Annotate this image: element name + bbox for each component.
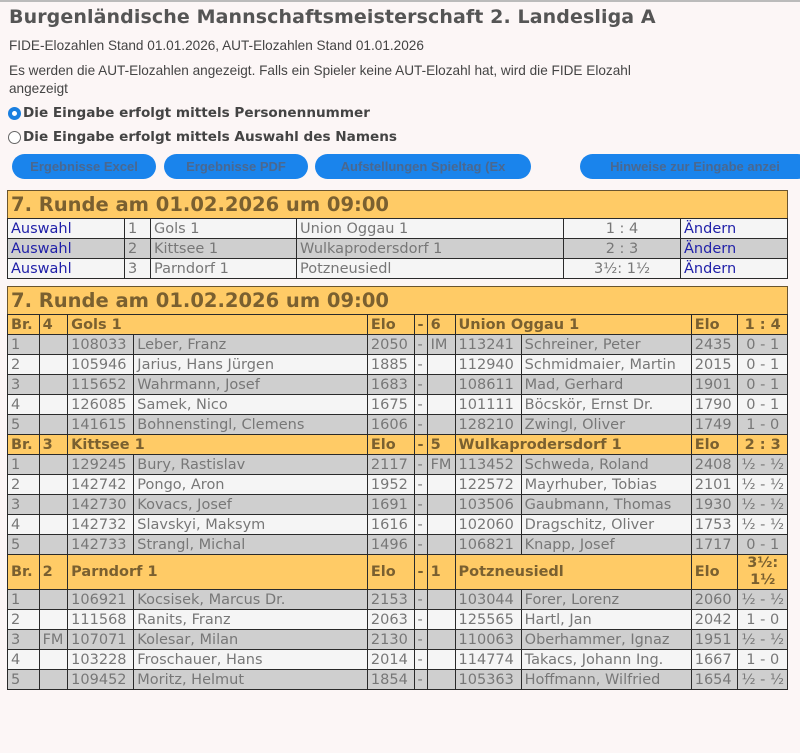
home-title [39,415,68,435]
board-number: 3 [8,495,40,515]
away-player-name: Schreiner, Peter [521,335,691,355]
board-row [8,375,788,395]
away-player-elo: 2101 [691,475,738,495]
radio-personennummer[interactable] [8,105,370,121]
away-player-name: Oberhammer, Ignaz [521,630,691,650]
separator: - [414,555,427,590]
home-title [39,335,68,355]
away-team: Potzneusiedl [297,259,564,279]
home-title [39,515,68,535]
match-header-row [8,315,788,335]
board-row [8,650,788,670]
separator: - [414,355,427,375]
match-score: 2 : 3 [564,239,681,259]
home-player-elo: 1952 [367,475,414,495]
home-player-name: Ranits, Franz [134,610,368,630]
away-player-elo: 2408 [691,455,738,475]
away-player-name: Schweda, Roland [521,455,691,475]
radio-name-selection[interactable] [8,129,397,145]
input-hints-button[interactable]: Hinweise zur Eingabe anzei [580,154,800,179]
home-player-name: Moritz, Helmut [134,670,368,690]
away-player-elo: 1790 [691,395,738,415]
away-player-elo: 2015 [691,355,738,375]
away-title [427,415,455,435]
home-player-id: 142732 [68,515,134,535]
home-player-elo: 1616 [367,515,414,535]
away-player-elo: 1753 [691,515,738,535]
board-number: 4 [8,395,40,415]
home-player-name: Wahrmann, Josef [134,375,368,395]
home-title [39,375,68,395]
radio-checked-icon[interactable] [8,107,21,120]
elo-note-cont: angezeigt [9,81,68,96]
home-player-elo: 1691 [367,495,414,515]
away-title [427,375,455,395]
match-score: 2 : 3 [738,435,788,455]
separator: - [414,435,427,455]
board-result: ½ - ½ [738,515,788,535]
away-elo-header: Elo [691,435,738,455]
board-number: 4 [8,650,40,670]
away-player-name: Knapp, Josef [521,535,691,555]
board-result: ½ - ½ [738,475,788,495]
home-match-no: 3 [39,435,68,455]
separator: - [414,610,427,630]
separator: - [414,315,427,335]
board-col-header: Br. [8,315,40,335]
away-player-elo: 2435 [691,335,738,355]
home-player-name: Kolesar, Milan [134,630,368,650]
home-player-name: Bohnenstingl, Clemens [134,415,368,435]
board-result: 0 - 1 [738,375,788,395]
home-player-elo: 1683 [367,375,414,395]
board-number: 1 [8,590,40,610]
away-title [427,670,455,690]
radio-unchecked-icon[interactable] [8,131,21,144]
home-player-name: Bury, Rastislav [134,455,368,475]
home-player-id: 129245 [68,455,134,475]
board-number: 3 [8,630,40,650]
home-team: Gols 1 [151,219,297,239]
home-player-name: Kocsisek, Marcus Dr. [134,590,368,610]
away-player-elo: 1667 [691,650,738,670]
radio-label: Die Eingabe erfolgt mittels Auswahl des Namens [23,129,397,145]
away-title [427,475,455,495]
separator: - [414,590,427,610]
home-player-name: Strangl, Michal [134,535,368,555]
board-col-header: Br. [8,555,40,590]
away-player-name: Mayrhuber, Tobias [521,475,691,495]
match-header-row [8,555,788,590]
away-title [427,495,455,515]
away-title [427,535,455,555]
board-number: 1 [8,335,40,355]
board-result: ½ - ½ [738,590,788,610]
match-no: 1 [125,219,151,239]
away-title: FM [427,455,455,475]
round-detail-table [7,286,788,690]
home-title [39,495,68,515]
home-player-name: Froschauer, Hans [134,650,368,670]
home-team: Kittsee 1 [151,239,297,259]
home-player-id: 105946 [68,355,134,375]
home-title [39,590,68,610]
edit-match-link[interactable]: Ändern [684,220,737,237]
board-row [8,590,788,610]
away-player-id: 103044 [455,590,521,610]
board-row [8,415,788,435]
home-player-id: 103228 [68,650,134,670]
board-row [8,395,788,415]
match-score: 3½: 1½ [738,555,788,590]
home-player-elo: 1496 [367,535,414,555]
away-player-id: 105363 [455,670,521,690]
board-result: 0 - 1 [738,535,788,555]
edit-match-link[interactable]: Ändern [684,240,737,257]
lineups-matchday-button[interactable]: Aufstellungen Spieltag (Ex [315,154,531,179]
home-elo-header: Elo [367,435,414,455]
separator: - [414,475,427,495]
board-number: 1 [8,455,40,475]
away-team-name: Wulkaprodersdorf 1 [455,435,691,455]
home-player-id: 126085 [68,395,134,415]
away-title [427,355,455,375]
home-player-id: 141615 [68,415,134,435]
home-title [39,610,68,630]
away-player-id: 108611 [455,375,521,395]
board-result: ½ - ½ [738,630,788,650]
board-result: 1 - 0 [738,610,788,630]
away-title [427,515,455,535]
away-player-name: Schmidmaier, Martin [521,355,691,375]
home-player-id: 111568 [68,610,134,630]
away-player-id: 113241 [455,335,521,355]
separator: - [414,535,427,555]
match-score: 1 : 4 [738,315,788,335]
away-player-id: 110063 [455,630,521,650]
home-title [39,670,68,690]
away-player-elo: 1930 [691,495,738,515]
away-player-name: Zwingl, Oliver [521,415,691,435]
away-elo-header: Elo [691,315,738,335]
board-row [8,495,788,515]
away-title [427,630,455,650]
board-result: ½ - ½ [738,455,788,475]
away-player-name: Forer, Lorenz [521,590,691,610]
home-player-elo: 1675 [367,395,414,415]
match-row [8,239,788,259]
results-excel-button[interactable]: Ergebnisse Excel [12,154,156,179]
home-player-elo: 1885 [367,355,414,375]
board-row [8,535,788,555]
away-player-elo: 1901 [691,375,738,395]
away-player-elo: 2042 [691,610,738,630]
home-player-id: 142742 [68,475,134,495]
home-player-name: Leber, Franz [134,335,368,355]
board-number: 5 [8,535,40,555]
separator: - [414,395,427,415]
separator: - [414,650,427,670]
board-row [8,455,788,475]
away-player-name: Dragschitz, Oliver [521,515,691,535]
away-title [427,395,455,415]
home-player-elo: 2050 [367,335,414,355]
separator: - [414,455,427,475]
away-player-name: Böcskör, Ernst Dr. [521,395,691,415]
home-title: FM [39,630,68,650]
separator: - [414,495,427,515]
home-player-id: 107071 [68,630,134,650]
round-title: 7. Runde am 01.02.2026 um 09:00 [8,287,788,315]
away-player-elo: 1654 [691,670,738,690]
board-number: 5 [8,670,40,690]
edit-match-link[interactable]: Ändern [684,260,737,277]
away-match-no: 5 [427,435,455,455]
away-player-id: 106821 [455,535,521,555]
board-row [8,355,788,375]
home-player-elo: 2014 [367,650,414,670]
home-player-elo: 1854 [367,670,414,690]
top-border [0,0,800,2]
board-row [8,630,788,650]
away-match-no: 1 [427,555,455,590]
select-match-link[interactable]: Auswahl [11,220,72,237]
separator: - [414,415,427,435]
board-result: 0 - 1 [738,355,788,375]
elo-note: Es werden die AUT-Elozahlen angezeigt. Falls ein Spieler keine AUT-Elozahl hat, wird die FIDE Elozahl [9,63,631,78]
home-match-no: 4 [39,315,68,335]
board-number: 3 [8,375,40,395]
home-team-name: Gols 1 [68,315,368,335]
home-player-id: 142733 [68,535,134,555]
away-team-name: Potzneusiedl [455,555,691,590]
away-player-elo: 1717 [691,535,738,555]
board-row [8,670,788,690]
board-number: 2 [8,610,40,630]
board-number: 2 [8,475,40,495]
match-score: 1 : 4 [564,219,681,239]
home-title [39,535,68,555]
select-match-link[interactable]: Auswahl [11,240,72,257]
home-player-elo: 1606 [367,415,414,435]
away-player-id: 128210 [455,415,521,435]
away-title [427,610,455,630]
board-row [8,335,788,355]
board-result: 1 - 0 [738,415,788,435]
away-player-id: 122572 [455,475,521,495]
away-team: Union Oggau 1 [297,219,564,239]
board-result: 0 - 1 [738,395,788,415]
home-player-name: Pongo, Aron [134,475,368,495]
home-player-id: 106921 [68,590,134,610]
away-player-id: 101111 [455,395,521,415]
separator: - [414,335,427,355]
home-title [39,475,68,495]
board-row [8,515,788,535]
home-title [39,650,68,670]
away-player-id: 125565 [455,610,521,630]
home-player-elo: 2153 [367,590,414,610]
board-result: ½ - ½ [738,670,788,690]
home-elo-header: Elo [367,315,414,335]
board-row [8,610,788,630]
away-player-id: 114774 [455,650,521,670]
home-player-elo: 2130 [367,630,414,650]
board-result: 1 - 0 [738,650,788,670]
home-player-name: Samek, Nico [134,395,368,415]
board-number: 4 [8,515,40,535]
home-player-name: Jarius, Hans Jürgen [134,355,368,375]
home-player-id: 109452 [68,670,134,690]
home-match-no: 2 [39,555,68,590]
results-pdf-button[interactable]: Ergebnisse PDF [164,154,308,179]
home-player-id: 108033 [68,335,134,355]
away-player-elo: 1951 [691,630,738,650]
away-player-id: 113452 [455,455,521,475]
separator: - [414,515,427,535]
away-title [427,650,455,670]
select-match-link[interactable]: Auswahl [11,260,72,277]
home-title [39,395,68,415]
board-result: 0 - 1 [738,335,788,355]
separator: - [414,670,427,690]
board-number: 2 [8,355,40,375]
home-player-name: Kovacs, Josef [134,495,368,515]
away-team-name: Union Oggau 1 [455,315,691,335]
away-player-name: Gaubmann, Thomas [521,495,691,515]
home-team-name: Parndorf 1 [68,555,368,590]
home-title [39,455,68,475]
home-elo-header: Elo [367,555,414,590]
home-player-name: Slavskyi, Maksym [134,515,368,535]
away-title [427,590,455,610]
match-no: 3 [125,259,151,279]
away-title: IM [427,335,455,355]
match-header-row [8,435,788,455]
match-score: 3½: 1½ [564,259,681,279]
away-elo-header: Elo [691,555,738,590]
away-player-name: Mad, Gerhard [521,375,691,395]
round-overview-table [7,190,788,279]
home-player-id: 115652 [68,375,134,395]
board-number: 5 [8,415,40,435]
away-player-name: Takacs, Johann Ing. [521,650,691,670]
home-player-elo: 2063 [367,610,414,630]
match-row [8,219,788,239]
home-team: Parndorf 1 [151,259,297,279]
separator: - [414,375,427,395]
board-result: ½ - ½ [738,495,788,515]
away-player-id: 103506 [455,495,521,515]
home-title [39,355,68,375]
away-player-name: Hoffmann, Wilfried [521,670,691,690]
home-player-id: 142730 [68,495,134,515]
away-player-id: 102060 [455,515,521,535]
radio-label: Die Eingabe erfolgt mittels Personennummer [23,105,370,121]
home-team-name: Kittsee 1 [68,435,368,455]
page-title: Burgenländische Mannschaftsmeisterschaft 2. Landesliga A [9,6,656,28]
round-title: 7. Runde am 01.02.2026 um 09:00 [8,191,788,219]
away-team: Wulkaprodersdorf 1 [297,239,564,259]
elo-info: FIDE-Elozahlen Stand 01.01.2026, AUT-Elozahlen Stand 01.01.2026 [9,38,424,53]
away-player-elo: 1749 [691,415,738,435]
board-row [8,475,788,495]
away-player-elo: 2060 [691,590,738,610]
away-match-no: 6 [427,315,455,335]
away-player-name: Hartl, Jan [521,610,691,630]
match-row [8,259,788,279]
board-col-header: Br. [8,435,40,455]
match-no: 2 [125,239,151,259]
away-player-id: 112940 [455,355,521,375]
separator: - [414,630,427,650]
home-player-elo: 2117 [367,455,414,475]
